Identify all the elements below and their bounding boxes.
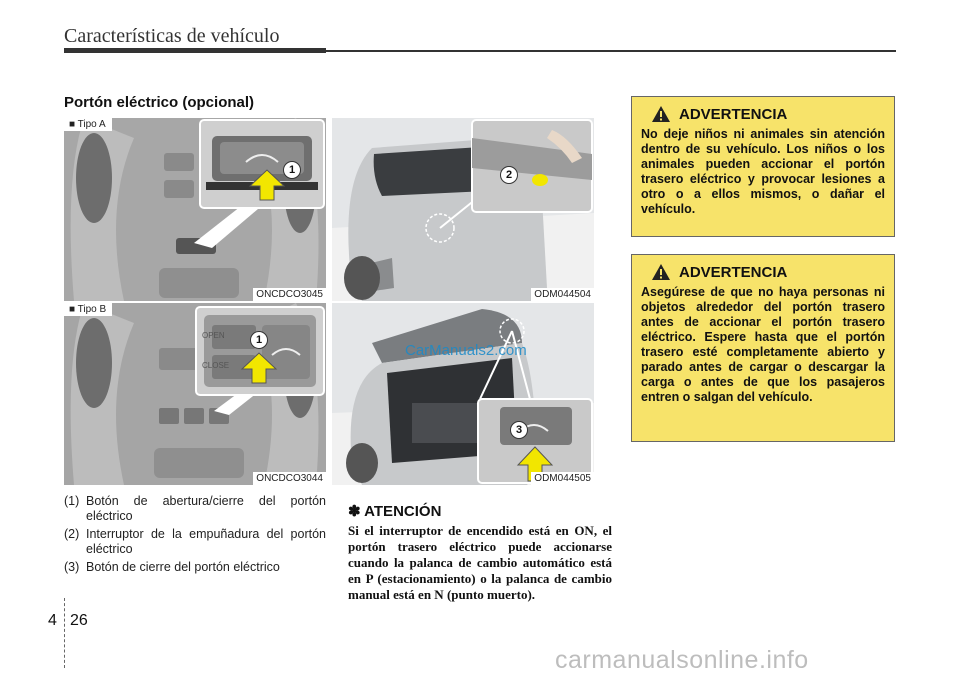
warning-title: ADVERTENCIA [679, 263, 788, 281]
warning-title: ADVERTENCIA [679, 105, 788, 123]
image-car-rear-open [332, 303, 594, 485]
atencion-title: ✽ ATENCIÓN [348, 503, 442, 520]
image-car-rear-closed [332, 118, 594, 301]
callout-1-a: 1 [283, 161, 301, 179]
close-label: CLOSE [202, 361, 230, 370]
callout-1-b: 1 [250, 331, 268, 349]
caption-item: (1) Botón de abertura/cierre del portón eléctrico [64, 494, 326, 523]
callout-3: 3 [510, 421, 528, 439]
header-bar [64, 48, 326, 53]
tipo-b-tag: ■ Tipo B [64, 303, 112, 316]
image-code-car-bottom: ODM044505 [531, 472, 594, 485]
warning-box-2 [631, 254, 895, 442]
page-number: 26 [70, 612, 88, 629]
atencion-text: Si el interruptor de encendido está en ON, el portón trasero eléctrico puede accionarse cuando la palanca de cambio automático está en P (estacionamiento) o la palanca de cambio manual está en N (punto muerto). [348, 523, 612, 602]
warning-text: Asegúrese de que no haya personas ni objetos alrededor del portón trasero antes de accionar el portón trasero eléctrico. Espere hasta que el portón trasero esté completamente abierto y parado antes de cargar o descargar la carga o antes de que los pasajeros entren o salgan del vehículo. [641, 285, 885, 404]
caption-item: (2) Interruptor de la empuñadura del portón eléctrico [64, 527, 326, 556]
section-title: Portón eléctrico (opcional) [64, 94, 255, 111]
image-code-car-top: ODM044504 [531, 288, 594, 301]
callout-2: 2 [500, 166, 518, 184]
tipo-a-tag: ■ Tipo A [64, 118, 112, 131]
warning-box-1 [631, 96, 895, 237]
carmanuals-watermark: CarManuals2.com [405, 342, 527, 359]
header-rule [326, 50, 896, 52]
page-divider [64, 598, 65, 668]
open-label: OPEN [202, 331, 225, 340]
figure-captions [64, 494, 326, 578]
atencion-note [348, 502, 612, 603]
image-tipo-a [64, 118, 326, 301]
image-code-tipo-a: ONCDCO3045 [253, 288, 326, 301]
warning-text: No deje niños ni animales sin atención dentro de su vehículo. Los niños o los animales pueden accionar el portón trasero eléctrico y provocar lesiones a otro o a ellos mismos, o dañar el vehículo. [641, 127, 885, 216]
chapter-title: Características de vehículo [64, 25, 280, 47]
caption-item: (3) Botón de cierre del portón eléctrico [64, 560, 280, 574]
warning-triangle-icon [651, 263, 671, 281]
image-code-tipo-b: ONCDCO3044 [253, 472, 326, 485]
warning-triangle-icon [651, 105, 671, 123]
image-tipo-b [64, 303, 326, 485]
chapter-number: 4 [48, 612, 57, 629]
footer-watermark: carmanualsonline.info [555, 646, 809, 674]
